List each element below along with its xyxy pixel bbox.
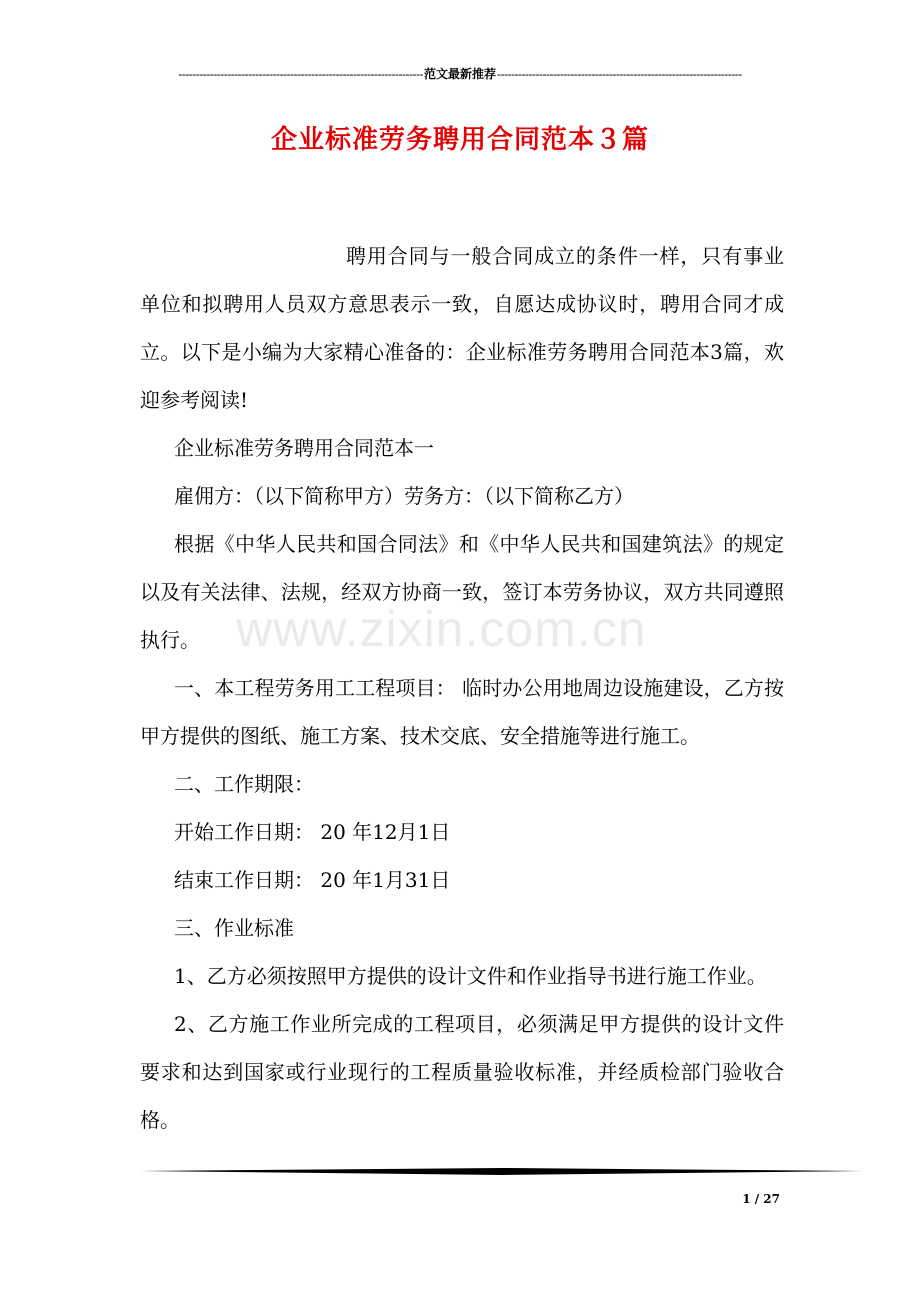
basis-paragraph: 根据《中华人民共和国合同法》和《中华人民共和国建筑法》的规定以及有关法律、法规，经双方协商一致，签订本劳务协议，双方共同遵照执行。	[140, 532, 784, 652]
clause-term-heading: 二、工作期限：	[174, 772, 314, 796]
clause-project: 一、本工程劳务用工工程项目： 临时办公用地周边设施建设，乙方按甲方提供的图纸、施工方案、技术交底、安全措施等进行施工。	[140, 676, 784, 748]
document-body	[140, 232, 784, 1144]
section-heading: 企业标准劳务聘用合同范本一	[174, 436, 434, 460]
standard-item-2: 2、乙方施工作业所完成的工程项目，必须满足甲方提供的设计文件要求和达到国家或行业现行的工程质量验收标准，并经质检部门验收合格。	[140, 1012, 784, 1132]
clause-standard-heading: 三、作业标准	[174, 916, 294, 940]
page-number: 1 / 27	[742, 1192, 780, 1206]
header-tag: 范文最新推荐	[423, 67, 496, 81]
footer-rule	[140, 1165, 864, 1179]
header-dashes-right: ----------------------------------------------------------------------	[497, 67, 742, 81]
end-date-line: 结束工作日期： 20 年1月31日	[174, 868, 451, 892]
intro-paragraph: 聘用合同与一般合同成立的条件一样，只有事业单位和拟聘用人员双方意思表示一致，自愿达成协议时，聘用合同才成立。以下是小编为大家精心准备的：企业标准劳务聘用合同范本3篇，欢迎参考阅读!	[140, 244, 784, 412]
start-date-line: 开始工作日期： 20 年12月1日	[174, 820, 451, 844]
parties-line: 雇佣方：（以下简称甲方）劳务方：（以下简称乙方）	[174, 484, 634, 508]
document-title: 企业标准劳务聘用合同范本３篇	[270, 125, 649, 155]
standard-item-1: 1、乙方必须按照甲方提供的设计文件和作业指导书进行施工作业。	[174, 964, 767, 988]
watermark: www.zixin.com.cn	[236, 601, 647, 657]
page-header	[140, 66, 780, 82]
header-dashes-left: ----------------------------------------------------------------------	[178, 67, 423, 81]
